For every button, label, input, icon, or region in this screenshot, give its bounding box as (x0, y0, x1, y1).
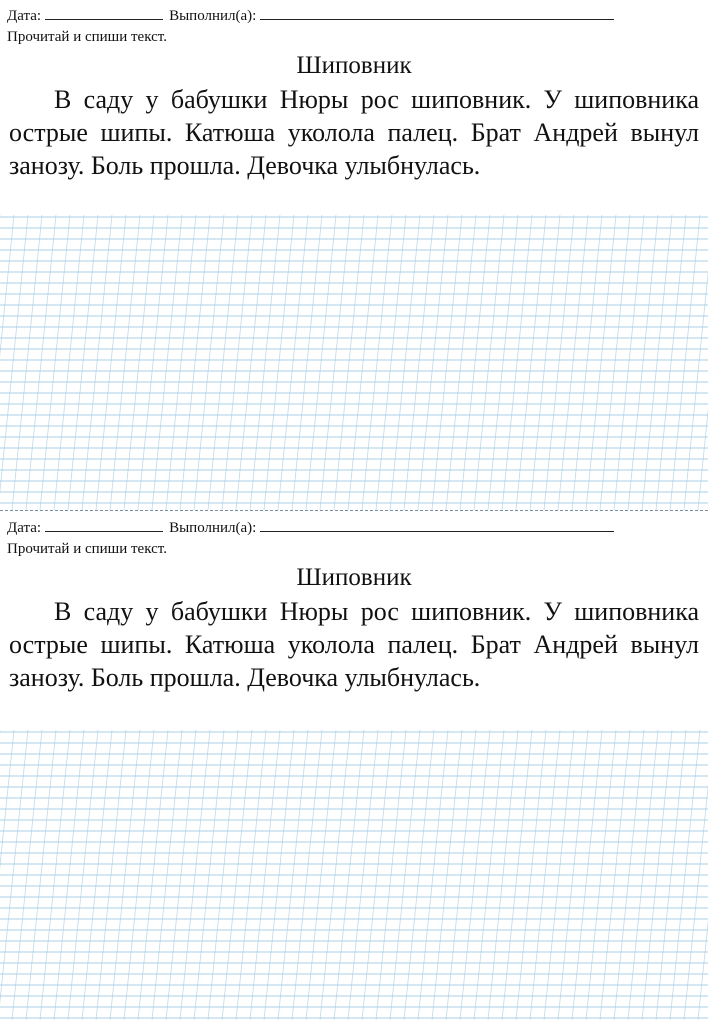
performer-label: Выполнил(а): (169, 520, 257, 536)
instruction-text: Прочитай и спиши текст. (7, 541, 167, 557)
performer-blank[interactable] (260, 7, 614, 20)
slant-guide-line (544, 215, 574, 510)
handwriting-ruled-area[interactable] (0, 215, 708, 510)
slant-guide-line (614, 215, 644, 510)
slant-guide-line (642, 215, 672, 510)
slant-guide-line (26, 215, 56, 510)
slant-guide-line (586, 215, 616, 510)
slant-guide-line (208, 215, 238, 510)
date-blank[interactable] (45, 519, 163, 532)
slant-guide-line (628, 215, 658, 510)
handwriting-ruled-area[interactable] (0, 730, 708, 1020)
slant-guide-line (320, 215, 350, 510)
slant-guide-line (362, 215, 392, 510)
slant-guide-line (236, 215, 266, 510)
date-label: Дата: (7, 8, 42, 24)
instruction-text: Прочитай и спиши текст. (7, 29, 167, 45)
slant-guide-line (250, 215, 280, 510)
cut-line-divider (0, 510, 708, 511)
slant-guide-line (670, 215, 700, 510)
slant-guide-line (54, 215, 84, 510)
slant-guide-line (110, 215, 140, 510)
performer-label: Выполнил(а): (169, 8, 257, 24)
slant-guide-line (278, 215, 308, 510)
slant-guide-line (516, 215, 546, 510)
slant-guide-line (82, 215, 112, 510)
slant-guide-line (292, 215, 322, 510)
slant-guide-line (488, 215, 518, 510)
slant-guide-line (376, 215, 406, 510)
slant-guide-line (558, 215, 588, 510)
date-label: Дата: (7, 520, 42, 536)
worksheet-bottom (0, 512, 708, 1024)
slant-guide-line (166, 215, 196, 510)
story-text: В саду у бабушки Нюры рос шиповник. У шиповника острые шипы. Катюша уколола палец. Брат Андрей вынул занозу. Боль прошла. Девочка улыбнулась. (9, 85, 699, 180)
slant-guide-line (124, 215, 154, 510)
slant-guide-line (460, 215, 490, 510)
slant-guide-line (698, 215, 708, 510)
slant-guide-line (572, 215, 602, 510)
slant-guide-line (432, 215, 462, 510)
slant-guide-line (68, 215, 98, 510)
slant-guide-line (12, 215, 42, 510)
slant-guide-line (152, 215, 182, 510)
slant-guide-line (404, 215, 434, 510)
header-row (7, 7, 614, 25)
slant-guide-line (684, 215, 708, 510)
slant-guide-line (222, 215, 252, 510)
slant-guide-line (180, 215, 210, 510)
slant-guide-line (138, 215, 168, 510)
slant-guide-line (390, 215, 420, 510)
header-row (7, 519, 614, 537)
story-title: Шиповник (296, 52, 412, 79)
slant-guide-line (194, 215, 224, 510)
performer-blank[interactable] (260, 519, 614, 532)
slant-guide-line (96, 215, 126, 510)
slant-guide-line (348, 215, 378, 510)
slant-guide-line (40, 215, 70, 510)
slant-guide-line (0, 215, 28, 510)
slant-guide-line (656, 215, 686, 510)
slant-guide-line (502, 215, 532, 510)
slant-guide-line (306, 215, 336, 510)
slant-guide-line (474, 215, 504, 510)
slant-guide-line (334, 215, 364, 510)
slant-guide-line (530, 215, 560, 510)
story-text: В саду у бабушки Нюры рос шиповник. У шиповника острые шипы. Катюша уколола палец. Брат Андрей вынул занозу. Боль прошла. Девочка улыбнулась. (9, 597, 699, 692)
slant-guide-line (418, 215, 448, 510)
story-title: Шиповник (296, 564, 412, 591)
slant-guide-line (264, 215, 294, 510)
slant-guide-line (446, 215, 476, 510)
date-blank[interactable] (45, 7, 163, 20)
slant-guide-line (600, 215, 630, 510)
